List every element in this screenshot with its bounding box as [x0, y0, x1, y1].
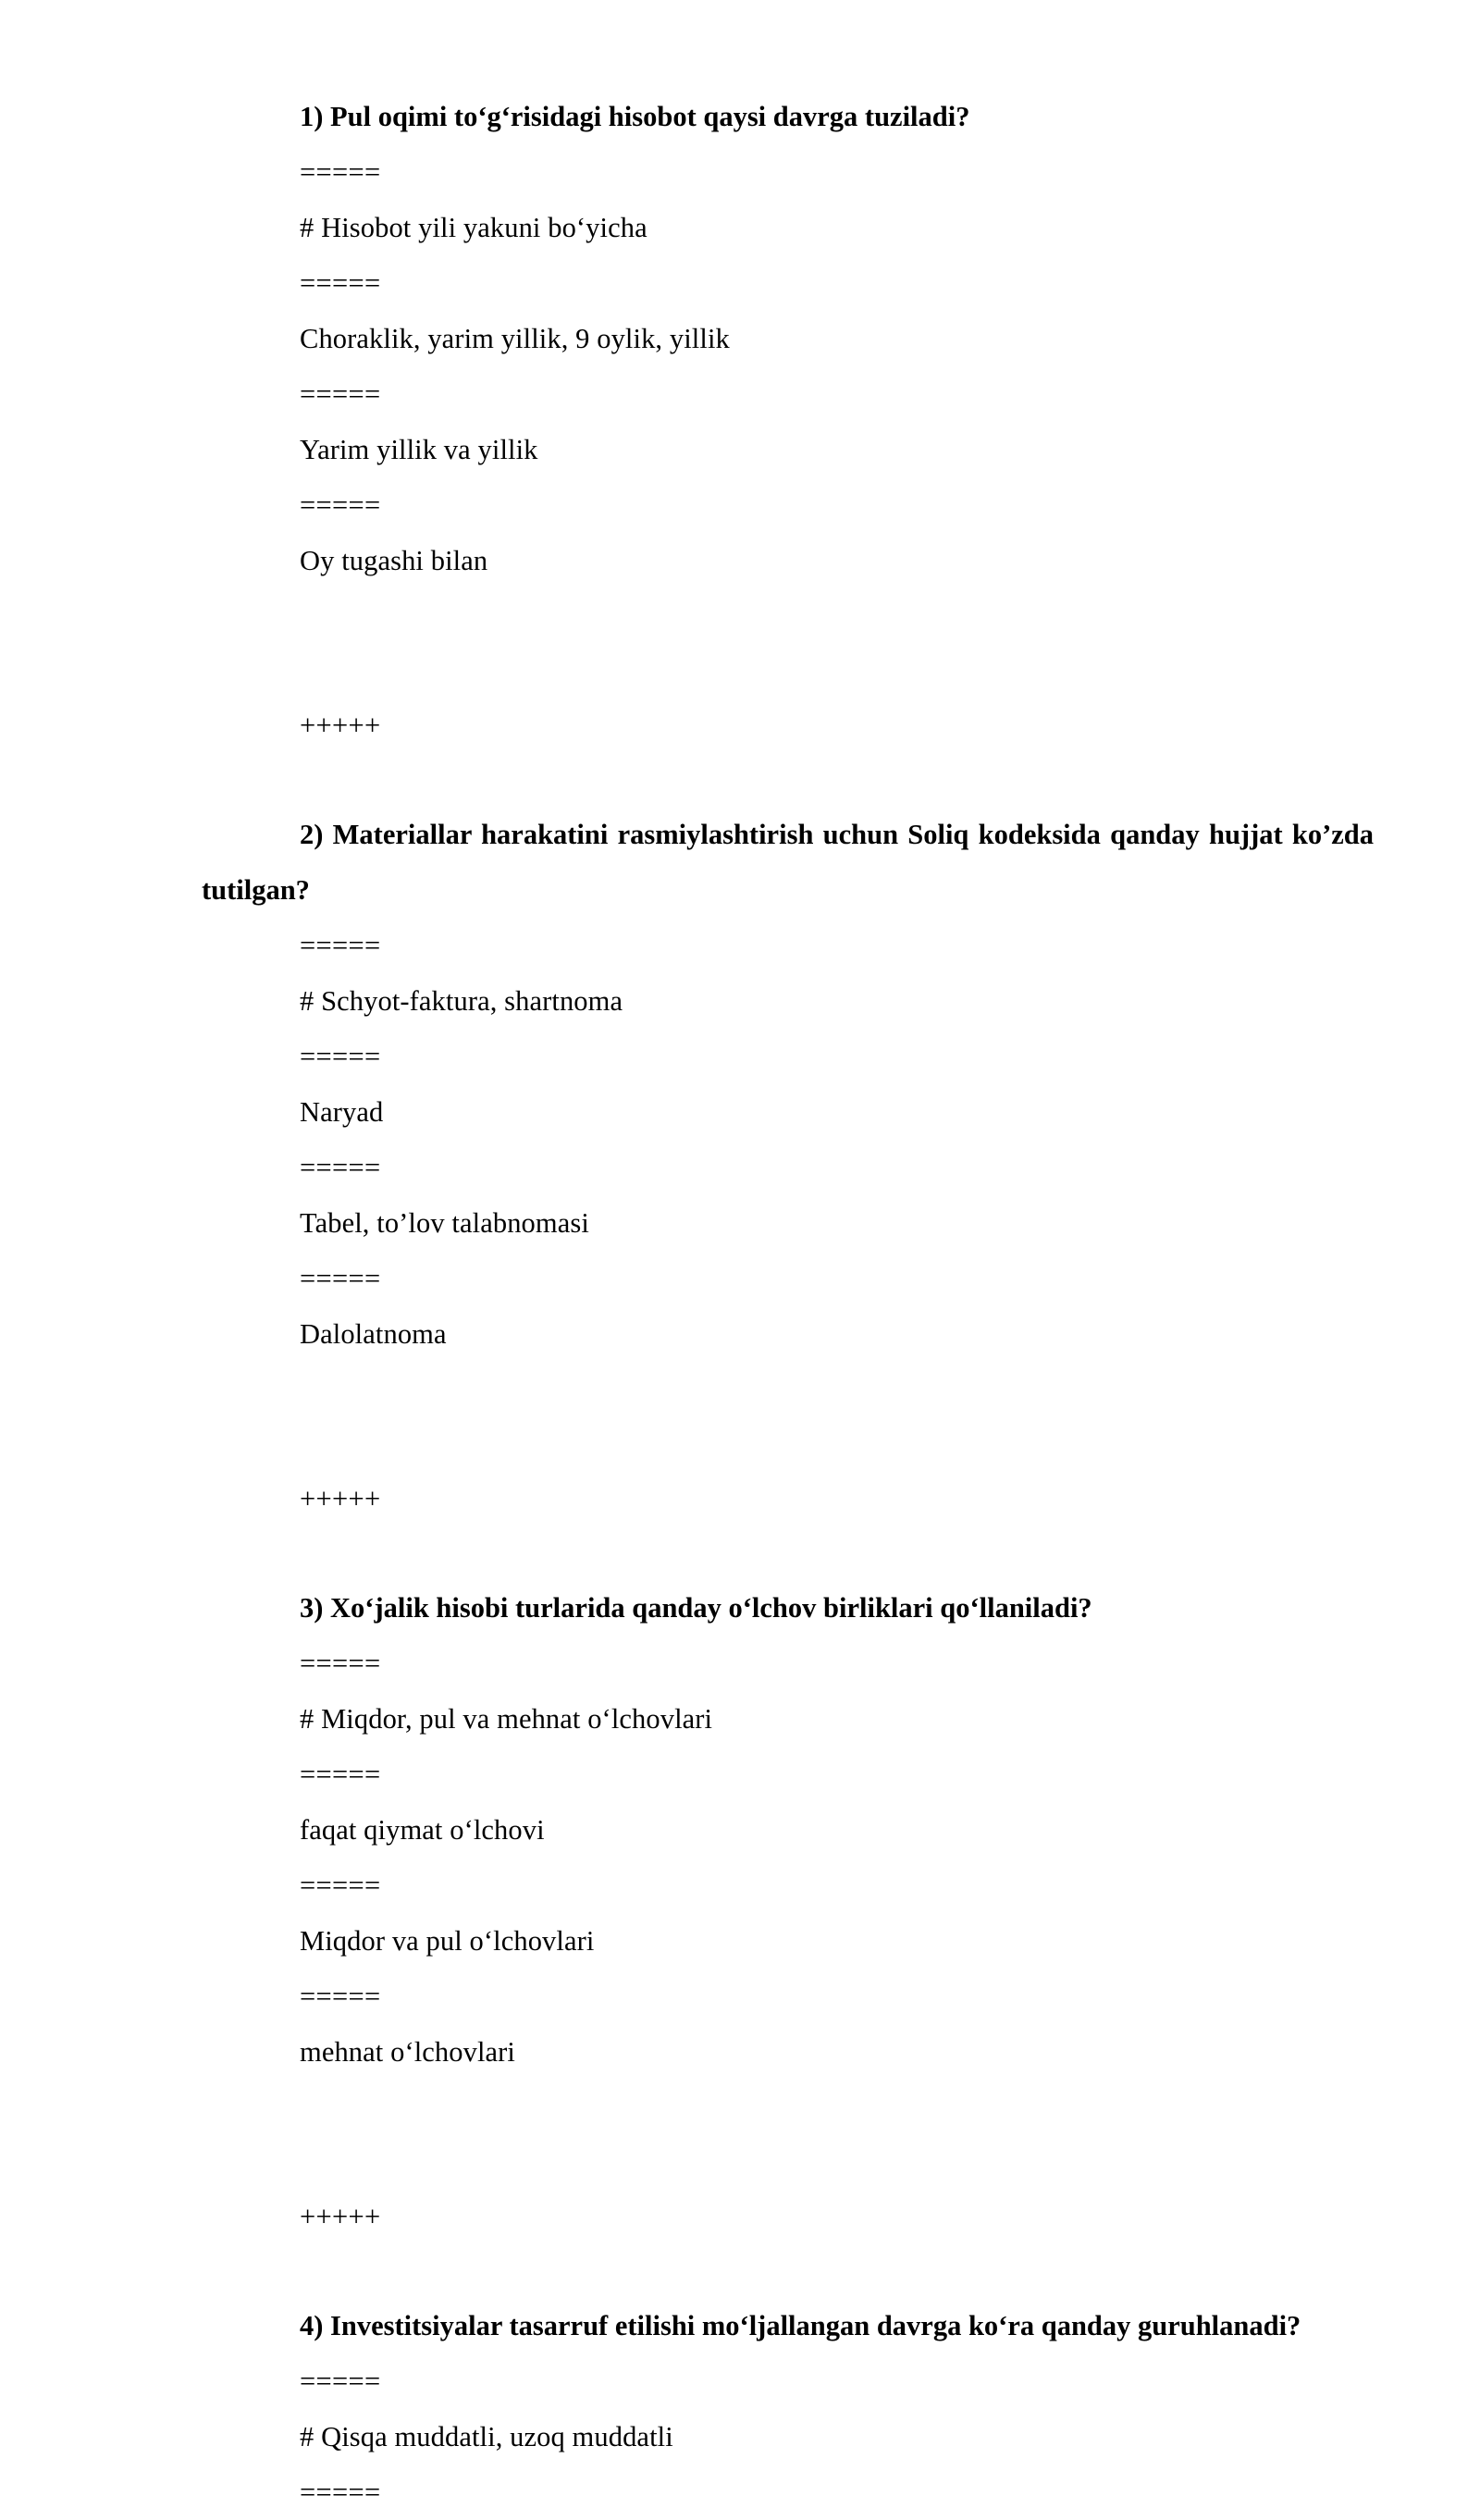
question-block-3: [202, 1580, 1374, 2298]
question-text-4: 4) Investitsiyalar tasarruf etilishi mo‘ljallangan davrga ko‘ra qanday guruhlanadi?: [300, 2310, 1301, 2341]
answer-option: # Hisobot yili yakuni bo‘yicha: [300, 212, 648, 243]
answer-option: # Miqdor, pul va mehnat o‘lchovlari: [300, 1703, 713, 1735]
answer-option: Oy tugashi bilan: [300, 545, 488, 576]
separator-equals: =====: [300, 267, 381, 299]
spacer: [202, 1362, 1374, 1417]
answer-option: Miqdor va pul o‘lchovlari: [300, 1925, 595, 1957]
separator-equals: =====: [300, 930, 381, 961]
separator-equals: =====: [300, 1870, 381, 1901]
spacer: [202, 1417, 1374, 1471]
spacer: [202, 2135, 1374, 2189]
separator-equals: =====: [300, 489, 381, 521]
spacer: [202, 644, 1374, 698]
spacer: [202, 588, 1374, 644]
answer-option: Yarim yillik va yillik: [300, 434, 538, 465]
separator-equals: =====: [300, 1759, 381, 1790]
question-block-1: [202, 89, 1374, 807]
separator-equals: =====: [300, 1152, 381, 1183]
question-text-2: 2) Materiallar harakatini rasmiylashtirish uchun Soliq kodeksida qanday hujjat ko’zda tutilgan?: [202, 819, 1374, 906]
separator-plus: +++++: [300, 2201, 381, 2232]
separator-plus: +++++: [300, 1483, 381, 1514]
separator-equals: =====: [300, 2366, 381, 2397]
separator-equals: =====: [300, 2477, 381, 2508]
spacer: [202, 1526, 1374, 1580]
separator-equals: =====: [300, 1981, 381, 2012]
spacer: [202, 2244, 1374, 2298]
separator-equals: =====: [300, 1041, 381, 1072]
document-body: [202, 89, 1374, 2520]
answer-option: mehnat o‘lchovlari: [300, 2036, 516, 2068]
separator-equals: =====: [300, 1648, 381, 1679]
question-text-3: 3) Xo‘jalik hisobi turlarida qanday o‘lchov birliklari qo‘llaniladi?: [300, 1592, 1092, 1624]
answer-option: Naryad: [300, 1096, 384, 1128]
separator-equals: =====: [300, 378, 381, 410]
answer-option: # Schyot-faktura, shartnoma: [300, 985, 623, 1017]
answer-option: faqat qiymat o‘lchovi: [300, 1814, 545, 1846]
separator-plus: +++++: [300, 710, 381, 741]
separator-equals: =====: [300, 1263, 381, 1294]
spacer: [202, 753, 1374, 807]
answer-option: Tabel, to’lov talabnomasi: [300, 1207, 589, 1239]
spacer: [202, 2080, 1374, 2135]
answer-option: Dalolatnoma: [300, 1318, 447, 1350]
answer-option: Choraklik, yarim yillik, 9 oylik, yillik: [300, 323, 730, 354]
answer-option: # Qisqa muddatli, uzoq muddatli: [300, 2421, 673, 2452]
question-text-1: 1) Pul oqimi to‘g‘risidagi hisobot qaysi davrga tuziladi?: [300, 101, 970, 132]
question-block-2: [202, 807, 1374, 1580]
question-block-4: [202, 2298, 1374, 2520]
separator-equals: =====: [300, 156, 381, 188]
